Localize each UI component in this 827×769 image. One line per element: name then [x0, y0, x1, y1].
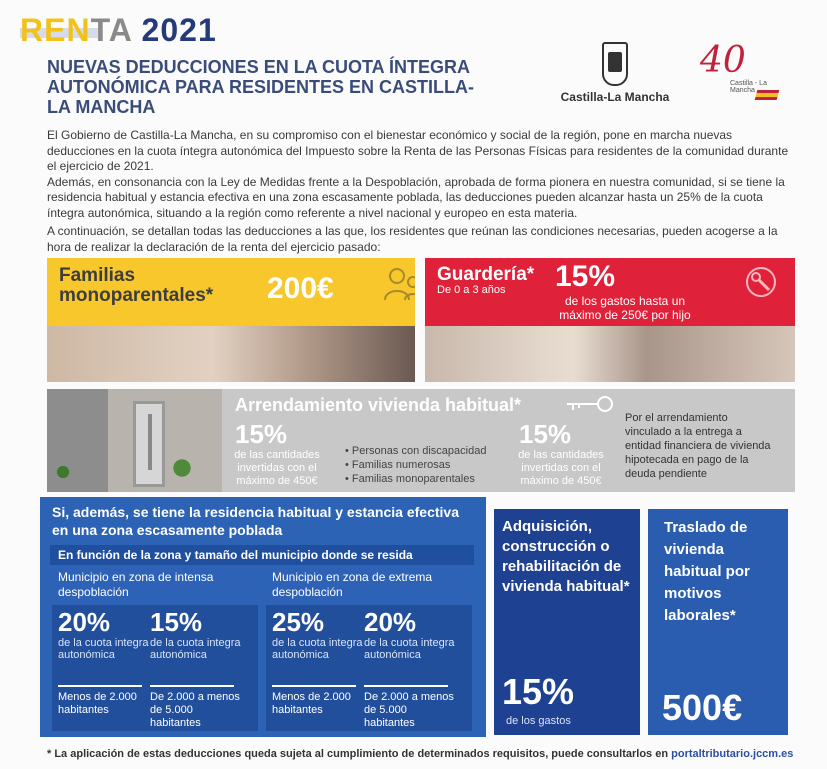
logo-40-number: 40 [700, 40, 746, 81]
card-arrendamiento [47, 389, 795, 492]
adquisicion-title: Adquisición, construcción o rehabilitación de vivienda habitual* [502, 518, 630, 595]
stat-value: 20% [364, 607, 417, 637]
list-item: • Personas con discapacidad [345, 444, 486, 458]
arrendamiento-right-text: Por el arrendamiento vinculado a la entrega a entidad financiera de vivienda hipotecada en pago de la deuda pendiente [625, 412, 771, 480]
pacifier-icon [743, 264, 779, 300]
zona-col-intensa [52, 567, 258, 731]
intro-paragraph-2: Además, en consonancia con la Ley de Medidas frente a la Despoblación, aprobada de forma pionera en nuestra comunidad, si se tiene la residencia habitual y estancia efectiva en una zona escasamente poblada, las deducciones pueden alcanzar hasta un 25% de la cuota íntegra autonómica, situando a la región como referente a nivel nacional y europeo en esta materia. [47, 174, 785, 220]
divider [150, 685, 234, 687]
children-photo [425, 326, 795, 382]
arrendamiento-pct-1: 15% [235, 419, 288, 449]
brand-part1: REN [20, 12, 91, 48]
intro-paragraph-1: El Gobierno de Castilla-La Mancha, en su compromiso con el bienestar económico y social de la región, pone en marcha nuevas deducciones en la cuota íntegra autonómica del Impuesto sobre la Renta de las Personas Físicas para residentes de la comunidad durante el ejercicio de 2021. [47, 128, 789, 173]
guarderia-sub: De 0 a 3 años [437, 284, 506, 296]
door-illustration [133, 401, 165, 487]
traslado-value: 500€ [662, 687, 743, 728]
familias-title-line2: monoparentales* [59, 285, 214, 306]
logo-40-sub: Castilla - La Mancha [730, 80, 767, 94]
card-familias-monoparentales [47, 258, 415, 382]
arrendamiento-title: Arrendamiento vivienda habitual* [235, 395, 522, 415]
zona-col-title: Municipio en zona de intensa despoblación [52, 567, 258, 605]
logo-40-aniversario [700, 40, 790, 104]
brand-year: 2021 [141, 12, 217, 48]
traslado-title: Traslado de vivienda habitual por motivos laborales* [664, 519, 750, 624]
adquisicion-value: 15% [502, 671, 575, 712]
parent-child-icon [383, 266, 415, 302]
zona-stat [272, 607, 364, 717]
stat-label: de la cuota integra autonómica [150, 637, 241, 661]
arrendamiento-pct-2: 15% [519, 419, 572, 449]
divider [272, 685, 356, 687]
card-traslado-vivienda [648, 509, 788, 735]
zona-stat [58, 607, 150, 717]
guarderia-pct: 15% [555, 260, 616, 293]
portal-link[interactable]: portaltributario.jccm.es [671, 748, 794, 760]
arrendamiento-note-1: de las cantidades invertidas con el máximo de 450€ [234, 449, 320, 487]
stat-value: 15% [150, 607, 203, 637]
list-item: • Familias monoparentales [345, 472, 486, 486]
card-zona-despoblada [40, 497, 486, 737]
footnote [47, 748, 793, 760]
familias-amount: 200€ [267, 272, 334, 305]
arrendamiento-list [345, 444, 486, 486]
intro-paragraph-3: A continuación, se detallan todas las deducciones a las que, los residentes que reúnan las condiciones necesarias, pueden acogerse a la hora de realizar la declaración de la renta del ejercicio pasado: [47, 224, 778, 254]
plant-illustration [167, 453, 197, 483]
stat-label: de la cuota integra autonómica [364, 637, 455, 661]
card-guarderia [425, 258, 795, 382]
guarderia-desc: de los gastos hasta un máximo de 250€ por hijo [559, 294, 691, 322]
zona-stat [364, 607, 456, 730]
familias-title [59, 266, 213, 306]
card-adquisicion-vivienda [494, 509, 640, 735]
stat-value: 20% [58, 607, 111, 637]
adquisicion-label: de los gastos [506, 715, 571, 727]
footnote-text: * La aplicación de estas deducciones queda sujeta al cumplimiento de determinados requisitos, puede consultarlos en [47, 748, 669, 760]
zona-head: Si, además, se tiene la residencia habitual y estancia efectiva en una zona escasamente poblada [52, 504, 459, 538]
zona-col-extrema [266, 567, 472, 731]
divider [364, 685, 448, 687]
zona-stat [150, 607, 242, 730]
familias-title-line1: Familias [59, 265, 136, 286]
stat-habitantes: Menos de 2.000 habitantes [272, 691, 351, 716]
stat-label: de la cuota integra autonómica [58, 637, 149, 661]
plant-illustration [53, 461, 73, 483]
headline: NUEVAS DEDUCCIONES EN LA CUOTA ÍNTEGRA AUTONÓMICA PARA RESIDENTES EN CASTILLA-LA MANCHA [47, 57, 475, 117]
zona-col-title: Municipio en zona de extrema despoblación [266, 567, 472, 605]
stat-habitantes: Menos de 2.000 habitantes [58, 691, 137, 716]
logo-castilla-la-mancha [560, 42, 670, 104]
stat-habitantes: De 2.000 a menos de 5.000 habitantes [150, 691, 240, 729]
arrendamiento-note-2: de las cantidades invertidas con el máximo de 450€ [518, 449, 604, 487]
stat-label: de la cuota integra autonómica [272, 637, 363, 661]
intro-text [47, 128, 799, 255]
logo-clm-name: Castilla-La Mancha [560, 90, 670, 104]
flag-icon [755, 90, 780, 100]
emblem-icon [602, 42, 628, 86]
guarderia-title: Guardería* [437, 264, 535, 285]
divider [58, 685, 142, 687]
brand-title [20, 12, 217, 49]
stat-habitantes: De 2.000 a menos de 5.000 habitantes [364, 691, 454, 729]
family-photo [47, 326, 415, 382]
brand-part2: TA [90, 12, 132, 48]
key-icon [563, 395, 615, 413]
zona-band: En función de la zona y tamaño del municipio donde se resida [50, 545, 474, 565]
stat-value: 25% [272, 607, 325, 637]
list-item: • Familias numerosas [345, 458, 486, 472]
